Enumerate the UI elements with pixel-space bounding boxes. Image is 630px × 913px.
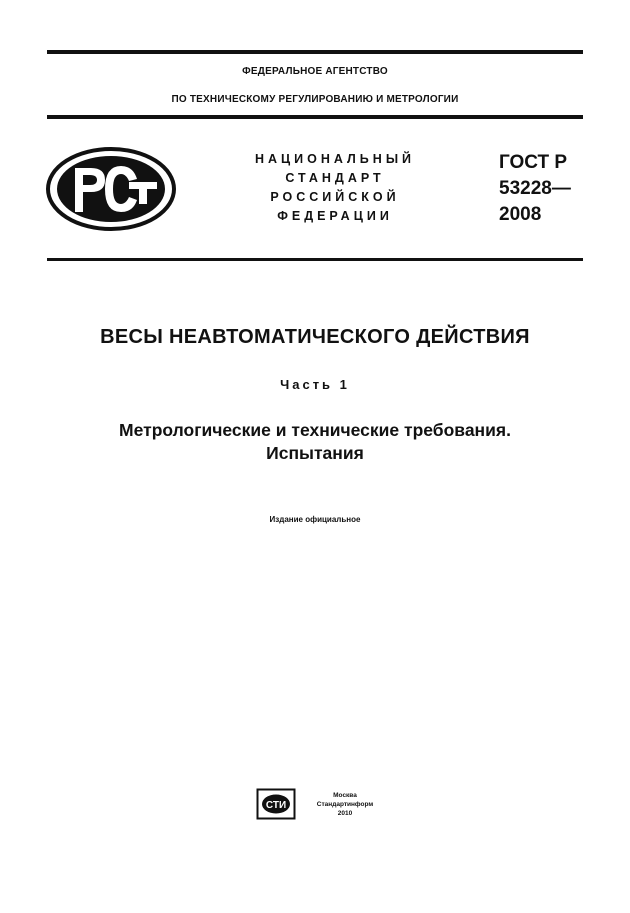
publisher-logo-text: СТИ [265,800,287,811]
standard-designation-line2: 53228— [499,178,571,199]
top-rule [47,50,583,54]
standard-designation-line3: 2008 [499,204,542,225]
title-block-rule [47,258,583,261]
standard-type-line2: СТАНДАРТ [285,171,385,185]
publisher-city: Москва [333,792,357,799]
agency-name-line2: ПО ТЕХНИЧЕСКОМУ РЕГУЛИРОВАНИЮ И МЕТРОЛОГИИ [171,94,459,105]
standartinform-logo-icon [256,788,296,820]
standard-type-line4: ФЕДЕРАЦИИ [277,209,393,223]
document-part: Часть 1 [280,377,350,392]
standard-type-line3: РОССИЙСКОЙ [270,190,400,204]
agency-name-line1: ФЕДЕРАЛЬНОЕ АГЕНТСТВО [242,66,388,77]
publisher-year: 2010 [337,810,353,817]
header-rule [47,115,583,119]
standard-type-line1: НАЦИОНАЛЬНЫЙ [254,152,416,166]
publisher-name: Стандартинформ [316,801,374,808]
standard-designation-line1: ГОСТ Р [499,152,568,173]
edition-note: Издание официальное [269,515,361,524]
document-title: ВЕСЫ НЕАВТОМАТИЧЕСКОГО ДЕЙСТВИЯ [100,326,530,348]
document-subtitle-line2: Испытания [266,443,364,463]
document-subtitle-line1: Метрологические и технические требования. [119,420,511,440]
rst-logo-icon [45,146,177,232]
